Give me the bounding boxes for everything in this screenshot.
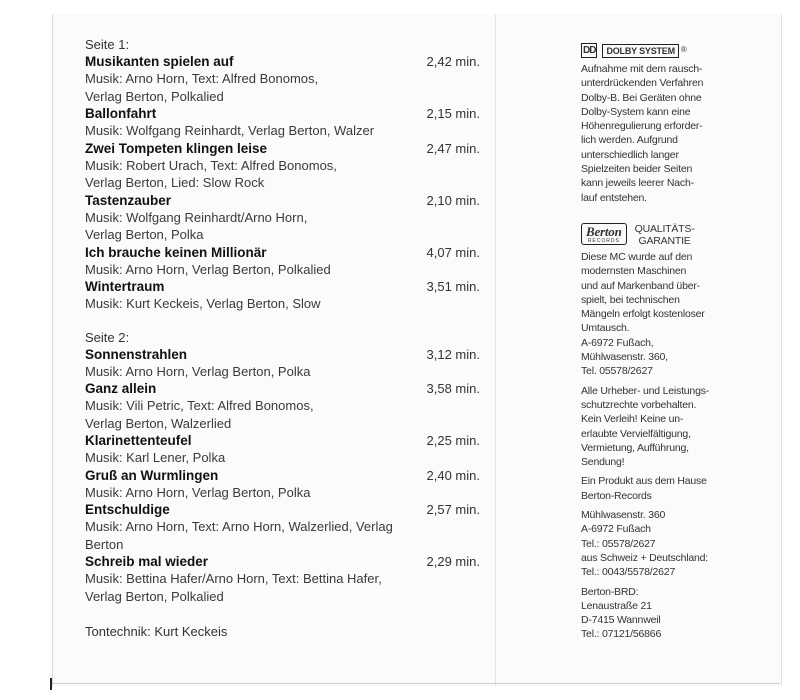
track-header xyxy=(85,192,480,209)
berton-logo-word: Berton xyxy=(586,223,622,239)
inlay-bottom-edge xyxy=(52,683,780,684)
track-item xyxy=(85,278,480,313)
track-duration: 2,40 min. xyxy=(426,467,480,483)
track-item xyxy=(85,432,480,467)
track-item xyxy=(85,105,480,140)
berton-records-logo xyxy=(581,223,627,245)
track-item xyxy=(85,244,480,279)
side-2-label: Seite 2: xyxy=(85,329,130,345)
dolby-system-label: DOLBY SYSTEM xyxy=(602,44,678,58)
track-duration: 3,58 min. xyxy=(426,381,480,396)
track-duration: 2,25 min. xyxy=(426,433,480,448)
track-duration: 3,12 min. xyxy=(426,346,480,362)
inlay-fold-line xyxy=(495,14,496,686)
track-item xyxy=(85,53,480,105)
track-item xyxy=(85,553,480,605)
track-item xyxy=(85,140,480,192)
side-1-tracklist xyxy=(85,53,480,313)
track-header xyxy=(85,432,480,449)
track-duration: 2,15 min. xyxy=(426,106,480,121)
info-panel xyxy=(581,43,731,642)
sound-engineer-credit: Tontechnik: Kurt Keckeis xyxy=(85,624,228,639)
track-item xyxy=(85,467,480,502)
track-credits: Musik: Arno Horn, Verlag Berton, Polka xyxy=(85,484,311,500)
track-credits: Musik: Arno Horn, Verlag Berton, Polkalied xyxy=(85,261,331,277)
track-duration: 2,10 min. xyxy=(426,192,480,208)
track-duration: 2,47 min. xyxy=(426,140,480,156)
track-title: Zwei Tompeten klingen leise xyxy=(85,140,268,156)
track-item xyxy=(85,380,480,432)
track-duration: 4,07 min. xyxy=(426,244,480,260)
double-d-icon: DD xyxy=(581,43,597,58)
track-credits: Musik: Wolfgang Reinhardt/Arno Horn, Verlag Berton, Polka xyxy=(85,209,308,242)
track-title: Sonnenstrahlen xyxy=(85,346,188,362)
quality-guarantee-label: QUALITÄTS- GARANTIE xyxy=(634,222,695,247)
track-item xyxy=(85,192,480,244)
product-notice: Ein Produkt aus dem Hause Berton-Records xyxy=(581,475,707,502)
track-credits: Musik: Arno Horn, Text: Arno Horn, Walzerlied, Verlag Berton xyxy=(85,519,393,552)
track-header xyxy=(85,244,480,261)
track-credits: Musik: Arno Horn, Verlag Berton, Polka xyxy=(85,363,311,379)
registered-mark: ® xyxy=(680,45,687,55)
quality-guarantee-header xyxy=(581,223,731,247)
track-title: Gruß an Wurmlingen xyxy=(85,467,219,483)
track-title: Ich brauche keinen Millionär xyxy=(85,244,267,260)
rights-notice: Alle Urheber- und Leistungs- schutzrechte vorbehalten. Kein Verleih! Keine un- erlaubte Vervielfältigung, Vermietung, Aufführung, Sendung! xyxy=(581,384,710,469)
track-header xyxy=(85,467,480,484)
track-title: Schreib mal wieder xyxy=(85,554,209,569)
track-header xyxy=(85,501,480,518)
track-title: Tastenzauber xyxy=(85,192,172,208)
track-header xyxy=(85,140,480,157)
track-credits: Musik: Arno Horn, Text: Alfred Bonomos, Verlag Berton, Polkalied xyxy=(85,71,319,104)
crop-mark xyxy=(50,678,52,690)
track-duration: 2,42 min. xyxy=(426,54,480,69)
track-header xyxy=(85,105,480,122)
track-credits: Musik: Bettina Hafer/Arno Horn, Text: Bettina Hafer, Verlag Berton, Polkalied xyxy=(85,571,382,604)
germany-address: Berton-BRD: Lenaustraße 21 D-7415 Wannweil Tel.: 07121/56866 xyxy=(581,585,662,641)
track-header xyxy=(85,53,480,70)
track-credits: Musik: Kurt Keckeis, Verlag Berton, Slow xyxy=(85,296,321,311)
guarantee-text: Diese MC wurde auf den modernsten Maschinen und auf Markenband über- spielt, bei technischen Mängeln erfolgt kostenloser Umtausch. A-6972 Fußach, Mühlwasenstr. 360, Tel. 05578/2627 xyxy=(581,250,705,378)
track-title: Entschuldige xyxy=(85,502,170,517)
track-title: Ganz allein xyxy=(85,381,157,396)
track-credits: Musik: Karl Lener, Polka xyxy=(85,450,226,465)
track-duration: 3,51 min. xyxy=(426,279,480,294)
track-header xyxy=(85,380,480,397)
track-item xyxy=(85,346,480,381)
track-credits: Musik: Robert Urach, Text: Alfred Bonomos, Verlag Berton, Lied: Slow Rock xyxy=(85,157,337,190)
track-item xyxy=(85,501,480,553)
track-duration: 2,57 min. xyxy=(426,502,480,517)
track-title: Ballonfahrt xyxy=(85,106,157,121)
side-1-label: Seite 1: xyxy=(85,37,130,52)
track-header xyxy=(85,346,480,363)
records-logo-sub: RECORDS xyxy=(587,237,620,244)
track-title: Klarinettenteufel xyxy=(85,433,192,448)
track-header xyxy=(85,553,480,570)
tracklist-panel xyxy=(85,36,480,640)
dolby-notice: Aufnahme mit dem rausch- unterdrückenden Verfahren Dolby-B. Bei Geräten ohne Dolby-System kann eine Höhenregulierung erforder- lich werden. Aufgrund unterschiedlich langer Spielzeiten beider Seiten kann jeweils leerer Nach- lauf entstehen. xyxy=(581,63,704,204)
track-duration: 2,29 min. xyxy=(426,554,480,569)
track-header xyxy=(85,278,480,295)
track-title: Wintertraum xyxy=(85,279,165,294)
dolby-logo xyxy=(581,43,731,58)
track-credits: Musik: Wolfgang Reinhardt, Verlag Berton, Walzer xyxy=(85,123,375,138)
track-title: Musikanten spielen auf xyxy=(85,54,234,69)
side-2-tracklist xyxy=(85,346,480,606)
austria-address: Mühlwasenstr. 360 A-6972 Fußach Tel.: 05578/2627 aus Schweiz + Deutschland: Tel.: 0043/5578/2627 xyxy=(581,509,708,579)
track-credits: Musik: Vili Petric, Text: Alfred Bonomos, Verlag Berton, Walzerlied xyxy=(85,398,314,431)
